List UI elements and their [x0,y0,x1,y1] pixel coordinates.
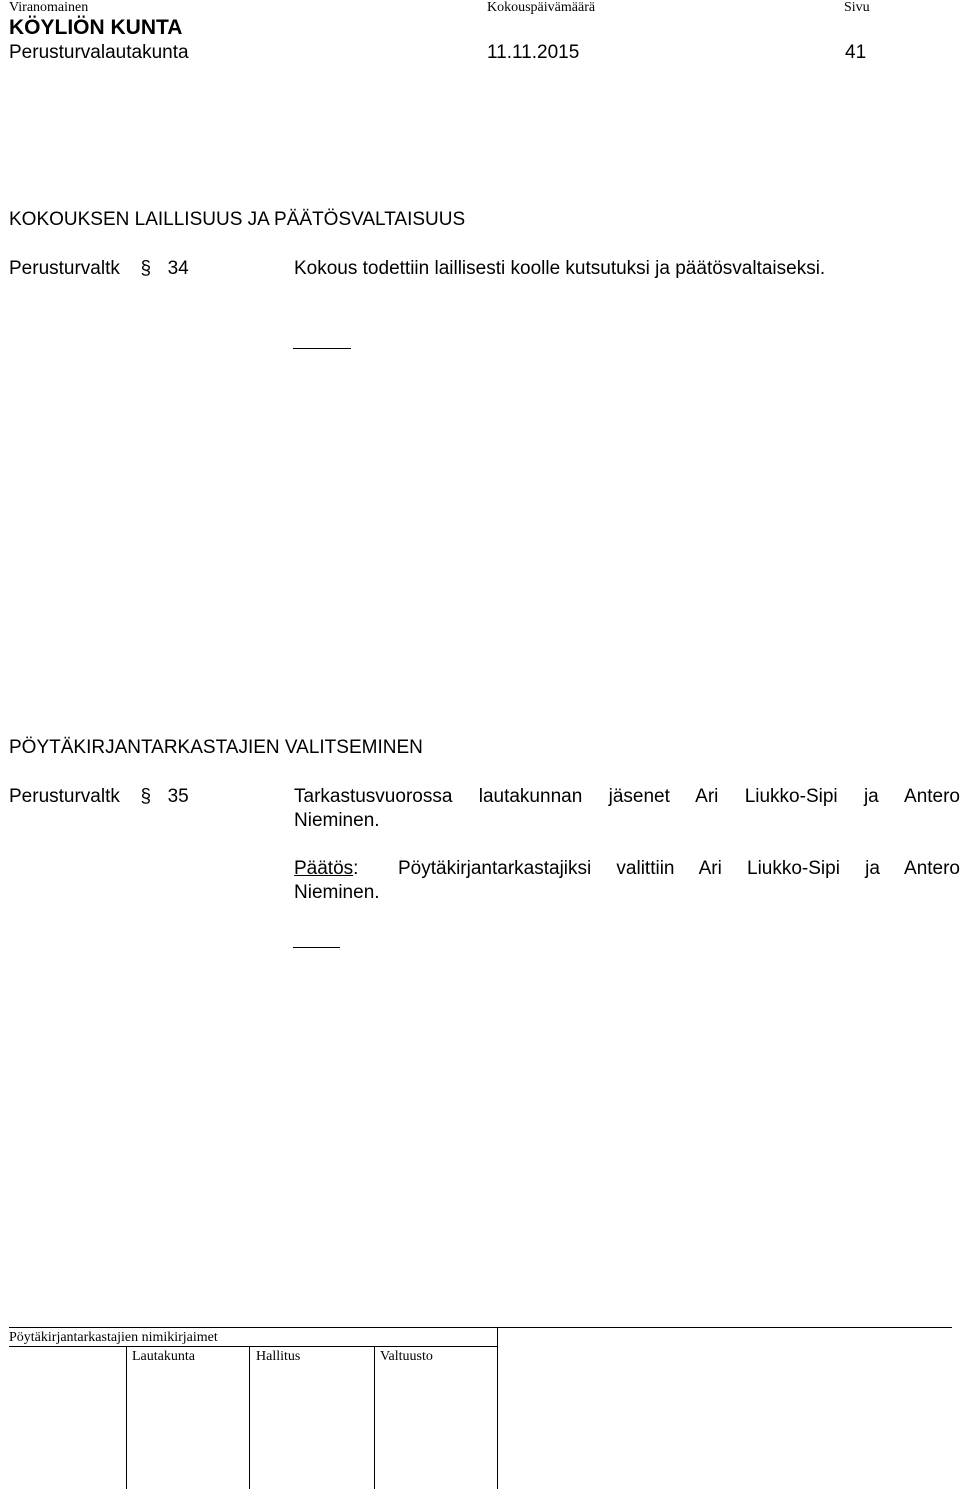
decision-label-text: Päätös [294,858,354,879]
board-name: Perusturvalautakunta [9,42,189,63]
decision-label [294,857,358,880]
column-board: Lautakunta [132,1349,195,1364]
header-label-date: Kokouspäivämäärä [487,0,596,15]
section-text: Kokous todettiin laillisesti koolle kutsutuksi ja päätösvaltaiseksi. [294,258,826,279]
decision-label-colon: : [353,858,359,879]
footer-divider [497,1327,498,1489]
paragraph-symbol: § [140,786,152,807]
municipality-name: KÖYLIÖN KUNTA [9,16,183,39]
decision-text-line: Pöytäkirjantarkastajiksi valittiin Ari Liukko-Sipi ja Antero [398,858,960,879]
reference-number: 35 [167,786,189,807]
page-number: 41 [845,42,867,63]
column-council: Valtuusto [380,1349,433,1364]
reference-prefix: Perusturvaltk [9,786,120,807]
footer-row-line [9,1346,497,1347]
signatures-label: Pöytäkirjantarkastajien nimikirjaimet [9,1330,218,1345]
header-label-official: Viranomainen [9,0,89,15]
footer-column-line [126,1346,127,1489]
column-government: Hallitus [256,1349,301,1364]
paragraph-symbol: § [140,258,152,279]
section-text-line: Nieminen. [294,810,380,831]
section-reference [9,257,189,280]
section-text-line: Tarkastusvuorossa lautakunnan jäsenet Ari Liukko-Sipi ja Antero [294,786,960,807]
section-end-line [293,348,351,349]
footer-top-line [9,1327,952,1328]
section-end-line [293,947,340,948]
header-label-page: Sivu [844,0,870,15]
reference-prefix: Perusturvaltk [9,258,120,279]
section-title: PÖYTÄKIRJANTARKASTAJIEN VALITSEMINEN [9,737,423,758]
section-reference [9,785,189,808]
footer-column-line [374,1346,375,1489]
decision-text-line: Nieminen. [294,882,380,903]
meeting-date: 11.11.2015 [487,42,580,63]
footer-column-line [249,1346,250,1489]
section-title: KOKOUKSEN LAILLISUUS JA PÄÄTÖSVALTAISUUS [9,209,466,230]
reference-number: 34 [167,258,189,279]
